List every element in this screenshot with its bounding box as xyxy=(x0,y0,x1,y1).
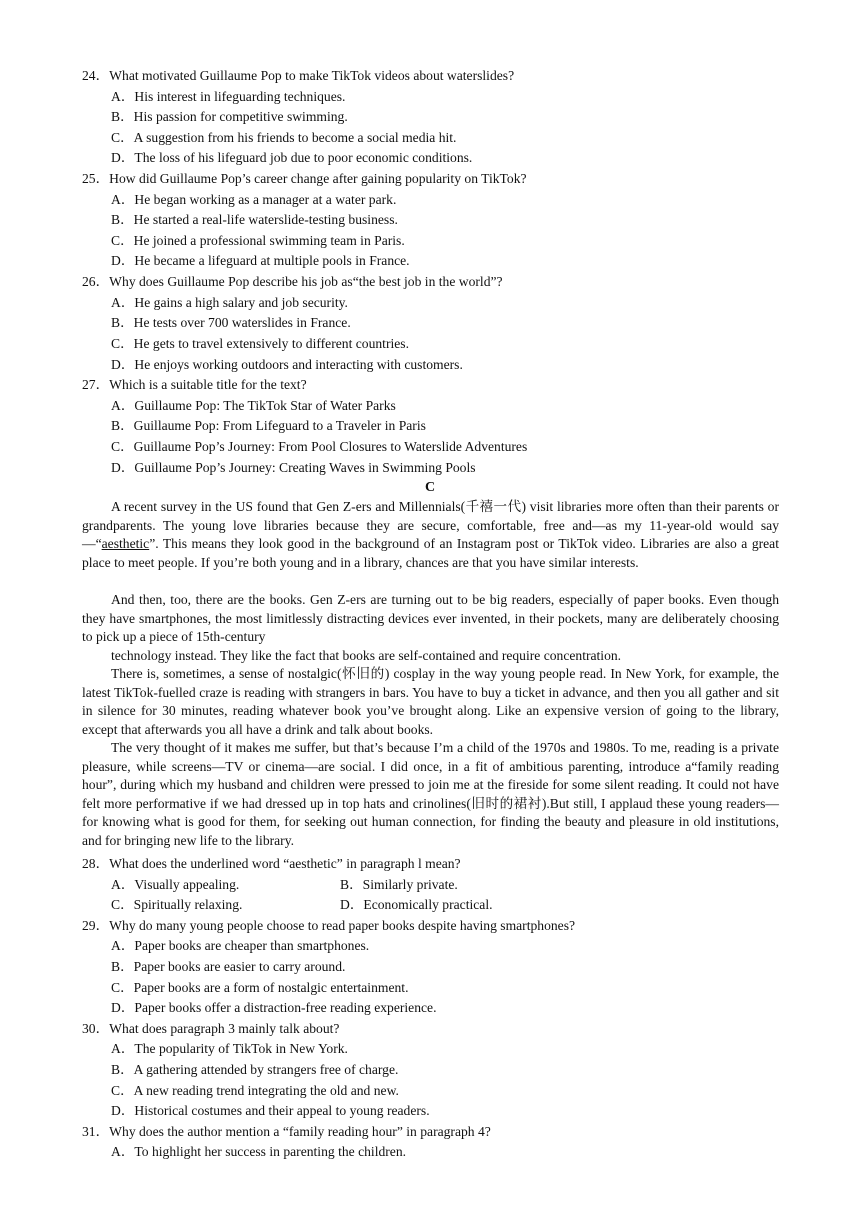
question-27-stem: 27．Which is a suitable title for the text? xyxy=(82,377,307,392)
passage-paragraph-4: The very thought of it makes me suffer, but that’s because I’m a child of the 1970s and 1980s. To me, reading is a private pleasure, while screens—TV or cinema—are social. I did once, in a fit of ambitious parenting, introduce a“family reading hour”, during which my husband and children were pressed to join me at the fireside for some silent reading. It could not have felt more performative if we had dressed up in top hats and crinolines(旧时的裙衬).But still, I applaud these young readers—for knowing what is good for them, for seeking out human connection, for finding the beauty and pleasure in old institutions, and for bringing new life to the library. xyxy=(82,740,779,848)
paragraph-2-text-b: technology instead. They like the fact that books are self-contained and require concentration. xyxy=(111,647,622,663)
passage-paragraph-2 xyxy=(82,591,779,665)
section-heading-c: C xyxy=(424,480,436,495)
question-26-option-c: C．He gets to travel extensively to different countries. xyxy=(111,336,409,351)
underlined-word-aesthetic: aesthetic xyxy=(101,536,150,551)
question-30-option-a: A．The popularity of TikTok in New York. xyxy=(111,1041,348,1056)
question-27-option-a: A．Guillaume Pop: The TikTok Star of Water Parks xyxy=(111,398,396,413)
question-28-stem: 28．What does the underlined word “aesthetic” in paragraph l mean? xyxy=(82,856,461,871)
question-30-option-c: C．A new reading trend integrating the old and new. xyxy=(111,1083,399,1098)
question-25-option-c: C．He joined a professional swimming team in Paris. xyxy=(111,233,405,248)
question-29-option-c: C．Paper books are a form of nostalgic entertainment. xyxy=(111,980,409,995)
question-25-stem: 25．How did Guillaume Pop’s career change after gaining popularity on TikTok? xyxy=(82,171,527,186)
question-25-option-a: A．He began working as a manager at a water park. xyxy=(111,192,397,207)
question-24-option-d: D．The loss of his lifeguard job due to poor economic conditions. xyxy=(111,150,473,165)
question-27-option-b: B．Guillaume Pop: From Lifeguard to a Traveler in Paris xyxy=(111,418,426,433)
question-30-option-b: B．A gathering attended by strangers free of charge. xyxy=(111,1062,399,1077)
question-26-stem: 26．Why does Guillaume Pop describe his job as“the best job in the world”? xyxy=(82,274,503,289)
question-28-option-c: C．Spiritually relaxing. xyxy=(111,897,243,912)
question-24-stem: 24．What motivated Guillaume Pop to make TikTok videos about waterslides? xyxy=(82,68,515,83)
question-28-option-a: A．Visually appealing. xyxy=(111,877,240,892)
question-26-option-a: A．He gains a high salary and job security. xyxy=(111,295,348,310)
question-27-option-c: C．Guillaume Pop’s Journey: From Pool Closures to Waterslide Adventures xyxy=(111,439,528,454)
question-25-option-d: D．He became a lifeguard at multiple pools in France. xyxy=(111,253,410,268)
question-29-option-a: A．Paper books are cheaper than smartphones. xyxy=(111,938,370,953)
question-31-option-a: A．To highlight her success in parenting the children. xyxy=(111,1144,407,1159)
question-30-option-d: D．Historical costumes and their appeal to young readers. xyxy=(111,1103,430,1118)
question-25-option-b: B．He started a real-life waterslide-testing business. xyxy=(111,212,398,227)
question-24-option-a: A．His interest in lifeguarding techniques. xyxy=(111,89,346,104)
paragraph-1-text-b: ”. This means they look good in the background of an Instagram post or TikTok video. Libraries are also a great place to meet people. If you’re both young and in a library, chances are that you have similar interests. xyxy=(82,536,779,570)
question-27-option-d: D．Guillaume Pop’s Journey: Creating Waves in Swimming Pools xyxy=(111,460,476,475)
paragraph-1-text-a: A recent survey in the US found that Gen Z-ers and Millennials(千禧一代) visit libraries more often than their parents or grandparents. The young love libraries because they are secure, comfortable, free and—as my 11-year-old would say—“ xyxy=(82,499,779,551)
question-28-option-d: D．Economically practical. xyxy=(340,897,493,912)
question-30-stem: 30．What does paragraph 3 mainly talk about? xyxy=(82,1021,340,1036)
question-29-stem: 29．Why do many young people choose to read paper books despite having smartphones? xyxy=(82,918,576,933)
question-24-option-c: C．A suggestion from his friends to become a social media hit. xyxy=(111,130,457,145)
passage-paragraph-3: There is, sometimes, a sense of nostalgic(怀旧的) cosplay in the way young people read. In New York, for example, the latest TikTok-fuelled craze is reading with strangers in bars. You have to buy a ticket in advance, and then you all gather and sit in silence for 30 minutes, reading whatever book you’ve brought along. Like an expensive version of going to the library, except that afterwards you all have a drink and talk about books. xyxy=(82,666,779,737)
question-26-option-b: B．He tests over 700 waterslides in France. xyxy=(111,315,351,330)
passage-paragraph-1 xyxy=(82,498,779,572)
question-31-stem: 31．Why does the author mention a “family reading hour” in paragraph 4? xyxy=(82,1124,491,1139)
question-29-option-b: B．Paper books are easier to carry around. xyxy=(111,959,346,974)
question-29-option-d: D．Paper books offer a distraction-free reading experience. xyxy=(111,1000,437,1015)
paragraph-2-text-a: And then, too, there are the books. Gen Z-ers are turning out to be big readers, especially of paper books. Even though they have smartphones, the most limitlessly distracting devices ever invented, in their pockets, many are deliberately choosing to pick up a piece of 15th-century xyxy=(82,592,779,644)
question-26-option-d: D．He enjoys working outdoors and interacting with customers. xyxy=(111,357,463,372)
question-24-option-b: B．His passion for competitive swimming. xyxy=(111,109,348,124)
question-28-option-b: B．Similarly private. xyxy=(340,877,458,892)
